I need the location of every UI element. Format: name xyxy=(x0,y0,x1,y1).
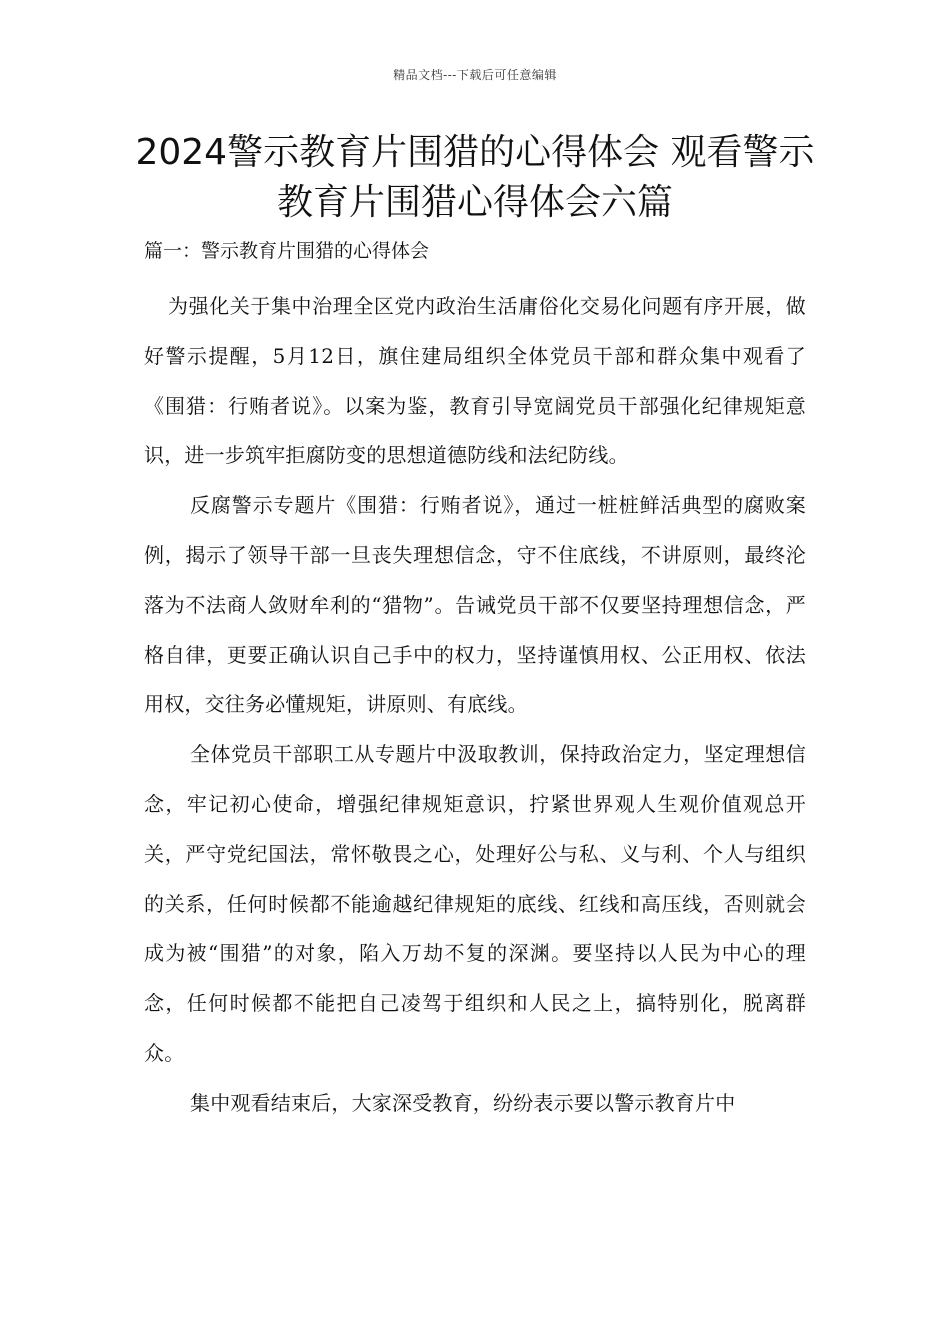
paragraph: 反腐警示专题片《围猎：行贿者说》，通过一桩桩鲜活典型的腐败案例，揭示了领导干部一旦丧失理想信念，守不住底线，不讲原则，最终沦落为不法商人敛财牟利的“猎物”。告诫党员干部不仅要坚持理想信念，严格自律，更要正确认识自己手中的权力，坚持谨慎用权、公正用权、依法用权，交往务必懂规矩，讲原则、有底线。 xyxy=(144,493,806,717)
header-note: 精品文档---下载后可任意编辑 xyxy=(393,68,557,82)
paragraph: 全体党员干部职工从专题片中汲取教训，保持政治定力，坚定理想信念，牢记初心使命，增强纪律规矩意识，拧紧世界观人生观价值观总开关，严守党纪国法，常怀敬畏之心，处理好公与私、义与利、个人与组织的关系，任何时候都不能逾越纪律规矩的底线、红线和高压线，否则就会成为被“围猎”的对象，陷入万劫不复的深渊。要坚持以人民为中心的理念，任何时候都不能把自己凌驾于组织和人民之上，搞特别化，脱离群众。 xyxy=(144,742,806,1065)
paragraph: 集中观看结束后，大家深受教育，纷纷表示要以警示教育片中 xyxy=(190,1090,736,1115)
paragraph: 为强化关于集中治理全区党内政治生活庸俗化交易化问题有序开展，做好警示提醒，5月12日，旗住建局组织全体党员干部和群众集中观看了《围猎：行贿者说》。以案为鉴，教育引导宽阔党员干部强化纪律规矩意识，进一步筑牢拒腐防变的思想道德防线和法纪防线。 xyxy=(144,294,806,468)
document-body xyxy=(144,282,806,1129)
document-title: 2024警示教育片围猎的心得体会 观看警示教育片围猎心得体会六篇 xyxy=(135,132,815,223)
section-heading: 篇一：警示教育片围猎的心得体会 xyxy=(144,240,430,262)
